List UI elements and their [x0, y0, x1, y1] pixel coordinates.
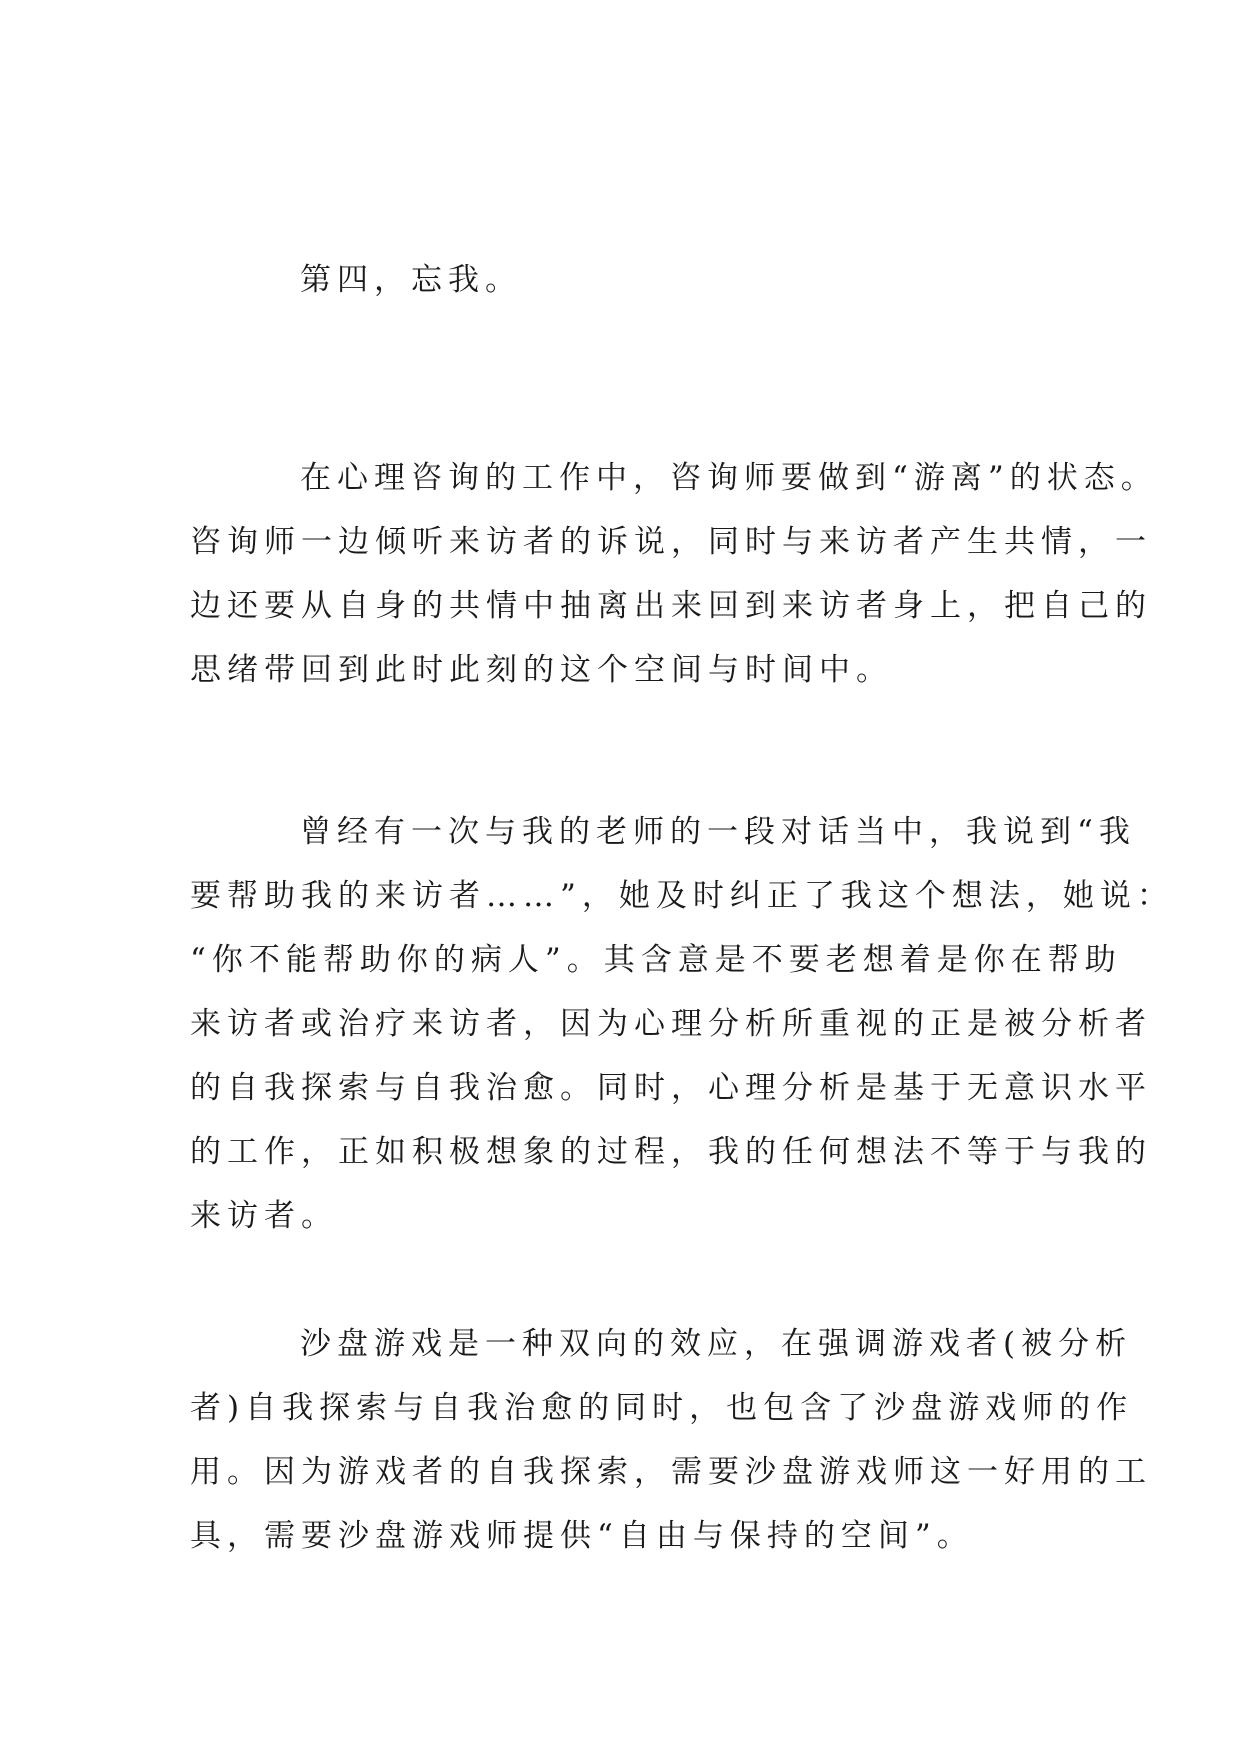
paragraph-line: 沙盘游戏是一种双向的效应，在强调游戏者(被分析: [300, 1326, 1133, 1362]
paragraph-2: [190, 446, 1158, 702]
paragraph-line: 边还要从自身的共情中抽离出来回到来访者身上，把自己的: [190, 588, 1152, 624]
paragraph-line: 者)自我探索与自我治愈的同时，也包含了沙盘游戏师的作: [190, 1390, 1134, 1426]
paragraph-line: “你不能帮助你的病人”。其含意是不要老想着是你在帮助: [190, 942, 1122, 978]
paragraph-line: 要帮助我的来访者……”，她及时纠正了我这个想法，她说：: [190, 878, 1174, 914]
paragraph-4: [190, 1312, 1152, 1568]
paragraph-line: 具，需要沙盘游戏师提供“自由与保持的空间”。: [190, 1518, 974, 1554]
paragraph-line: 用。因为游戏者的自我探索，需要沙盘游戏师这一好用的工: [190, 1454, 1152, 1490]
paragraph-line: 来访者或治疗来访者，因为心理分析所重视的正是被分析者: [190, 1006, 1152, 1042]
paragraph-1: [190, 248, 1060, 312]
paragraph-line: 在心理咨询的工作中，咨询师要做到“游离”的状态。: [300, 460, 1158, 496]
paragraph-line: 思绪带回到此时此刻的这个空间与时间中。: [190, 652, 893, 688]
paragraph-line: 来访者。: [190, 1198, 338, 1234]
paragraph-line: 曾经有一次与我的老师的一段对话当中，我说到“我: [300, 814, 1136, 850]
paragraph-line: 的工作，正如积极想象的过程，我的任何想法不等于与我的: [190, 1134, 1152, 1170]
paragraph-line: 咨询师一边倾听来访者的诉说，同时与来访者产生共情，一: [190, 524, 1152, 560]
paragraph-line: 第四，忘我。: [300, 262, 522, 298]
paragraph-line: 的自我探索与自我治愈。同时，心理分析是基于无意识水平: [190, 1070, 1152, 1106]
paragraph-3: [190, 800, 1174, 1248]
